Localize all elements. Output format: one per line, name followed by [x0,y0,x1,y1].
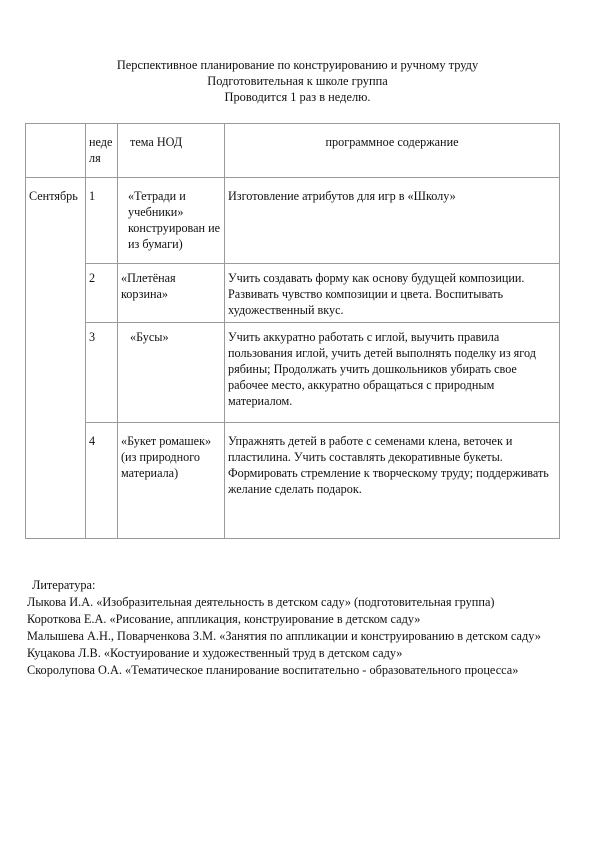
literature-item: Куцакова Л.В. «Костуирование и художественный труд в детском саду» [27,646,403,660]
document-subtitle-group: Подготовительная к школе группа [207,74,388,88]
header-topic: тема НОД [118,124,225,178]
table-row [26,323,560,423]
topic-cell: «Тетради и учебники» конструирован ие из бумаги) [118,178,225,264]
literature-item: Короткова Е.А. «Рисование, аппликация, конструирование в детском саду» [27,612,421,626]
document-subtitle-frequency: Проводится 1 раз в неделю. [224,90,371,104]
header-week: неде ля [86,124,118,178]
content-cell: Упражнять детей в работе с семенами клена, веточек и пластилина. Учить составлять декоративные букеты. Формировать стремление к творческому труду; поддерживать желание сделать подарок. [225,423,560,539]
table-row [26,178,560,264]
header-content: программное содержание [225,124,560,178]
week-cell: 1 [86,178,118,264]
header-month [26,124,86,178]
literature-item: Малышева А.Н., Поварченкова З.М. «Занятия по аппликации и конструированию в детском саду» [27,629,541,643]
table-row [26,264,560,323]
literature-item: Скоролупова О.А. «Тематическое планирование воспитательно - образовательного процесса» [27,663,519,677]
literature-item: Лыкова И.А. «Изобразительная деятельность в детском саду» (подготовительная группа) [27,595,495,609]
week-cell: 2 [86,264,118,323]
topic-cell: «Бусы» [118,323,225,423]
week-cell: 4 [86,423,118,539]
document-header [0,57,595,105]
document-title: Перспективное планирование по конструированию и ручному труду [116,58,479,72]
topic-cell: «Букет ромашек» (из природного материала) [118,423,225,539]
literature-section [27,577,572,679]
planning-table [25,123,560,539]
content-cell: Учить создавать форму как основу будущей композиции. Развивать чувство композиции и цвета. Воспитывать художественный вкус. [225,264,560,323]
content-cell: Учить аккуратно работать с иглой, выучить правила пользования иглой, учить детей выполнять поделку из ягод рябины; Продолжать учить дошкольников убирать свое рабочее место, аккуратно обращаться с природным материалом. [225,323,560,423]
topic-cell: «Плетёная корзина» [118,264,225,323]
week-cell: 3 [86,323,118,423]
month-cell: Сентябрь [26,178,86,539]
table-row [26,423,560,539]
table-header-row [26,124,560,178]
literature-title: Литература: [32,578,96,592]
content-cell: Изготовление атрибутов для игр в «Школу» [225,178,560,264]
